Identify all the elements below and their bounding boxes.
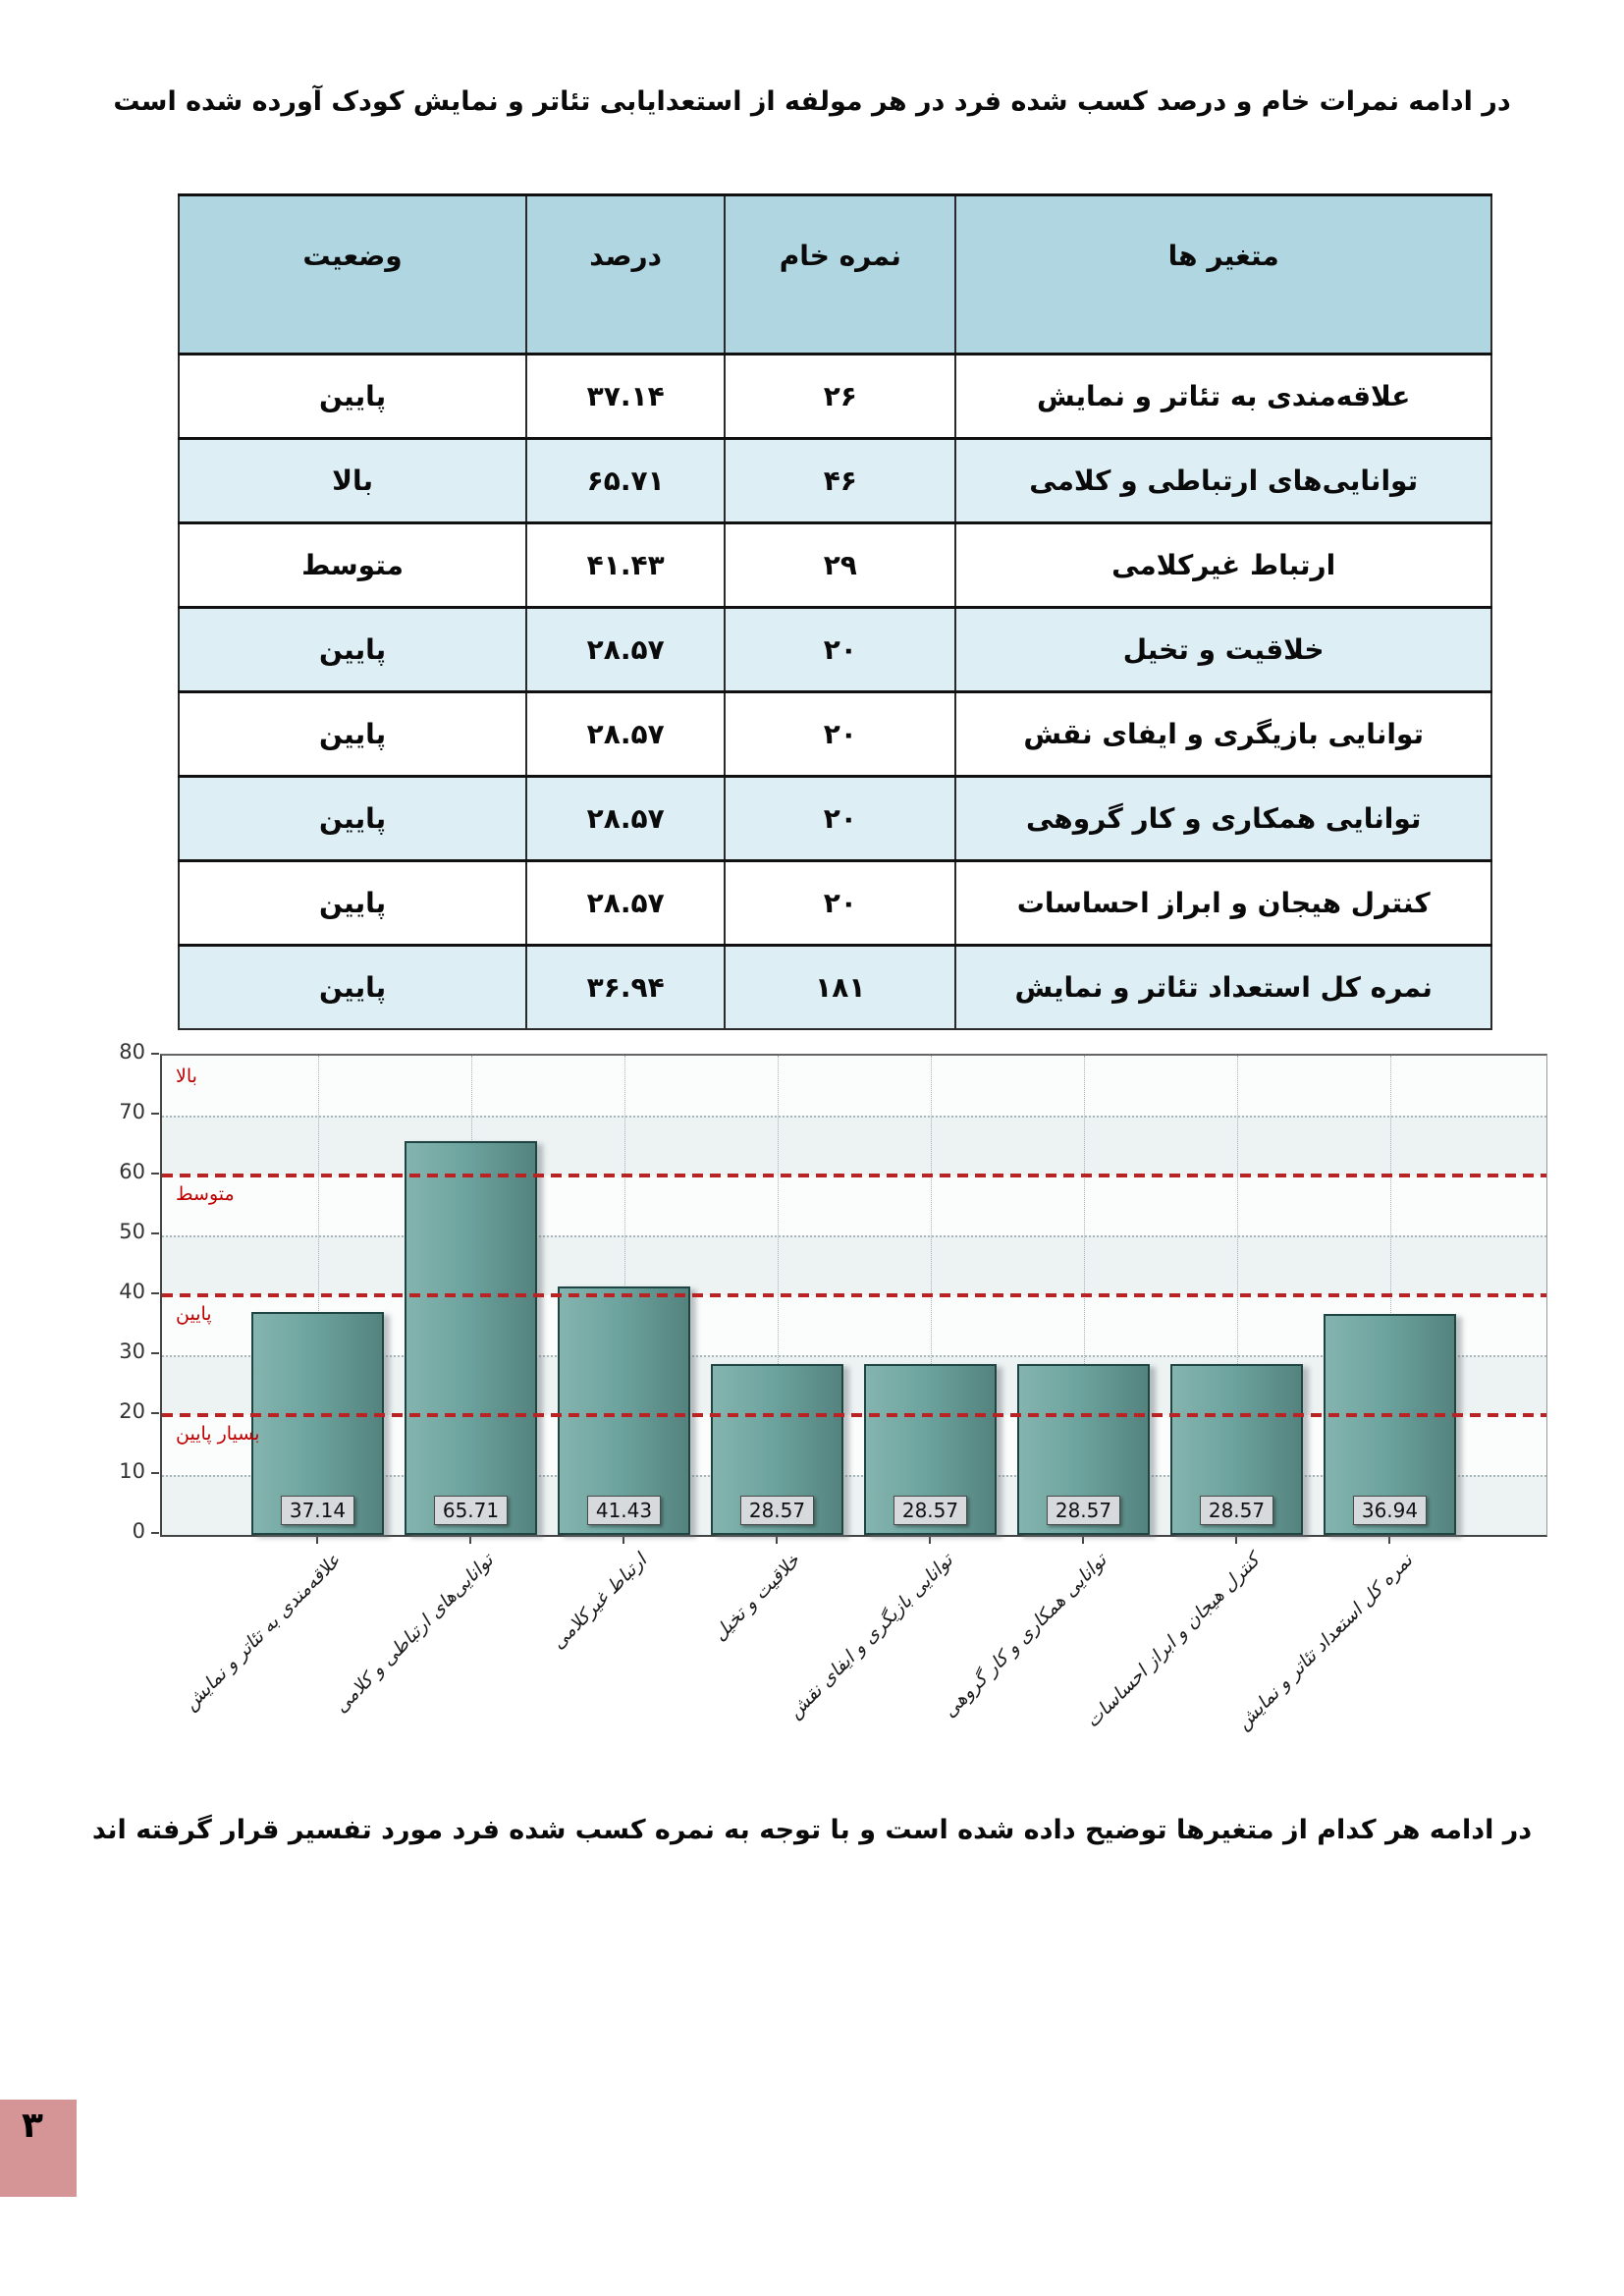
y-axis-tick — [151, 1412, 159, 1414]
y-axis-label: 80 — [119, 1040, 145, 1064]
threshold-line — [162, 1293, 1546, 1297]
bar-value: 41.43 — [587, 1496, 661, 1525]
scores-table — [178, 193, 1492, 1030]
bar-value-label — [1193, 1496, 1281, 1525]
y-axis-label: 20 — [119, 1399, 145, 1423]
raw-score-cell: ۲۹ — [725, 523, 955, 608]
percent-cell: ۲۸.۵۷ — [526, 692, 725, 777]
threshold-line — [162, 1174, 1546, 1177]
variable-cell: خلاقیت و تخیل — [955, 608, 1491, 692]
threshold-label: بسیار پایین — [176, 1423, 260, 1445]
x-axis-tick — [776, 1535, 778, 1544]
bar-value: 28.57 — [1200, 1496, 1273, 1525]
variable-cell: نمره کل استعداد تئاتر و نمایش — [955, 946, 1491, 1030]
x-category-text: توانایی بازیگری و ایفای نقش — [784, 1550, 958, 1723]
chart-bar — [405, 1141, 537, 1535]
header-percent: درصد — [526, 195, 725, 355]
bar-value-label — [274, 1496, 362, 1525]
status-cell: پایین — [179, 608, 526, 692]
y-axis-tick — [151, 1053, 159, 1055]
table-row — [179, 439, 1491, 523]
x-axis-tick — [1082, 1535, 1084, 1544]
threshold-label: متوسط — [176, 1183, 235, 1205]
raw-score-cell: ۲۰ — [725, 777, 955, 861]
header-raw-score: نمره خام — [725, 195, 955, 355]
y-axis-tick — [151, 1292, 159, 1294]
y-axis-tick — [151, 1472, 159, 1474]
y-axis-tick — [151, 1113, 159, 1115]
percent-cell: ۴۱.۴۳ — [526, 523, 725, 608]
horizontal-gridline — [162, 1116, 1546, 1118]
y-axis-label: 70 — [119, 1100, 145, 1123]
y-axis-tick — [151, 1352, 159, 1354]
status-cell: پایین — [179, 692, 526, 777]
x-category-text: نمره کل استعداد تئاتر و نمایش — [1232, 1550, 1418, 1734]
x-axis-tick — [929, 1535, 931, 1544]
bar-value: 28.57 — [1047, 1496, 1120, 1525]
status-cell: پایین — [179, 355, 526, 439]
table-row — [179, 692, 1491, 777]
bar-value-label — [427, 1496, 515, 1525]
x-axis-tick — [1235, 1535, 1237, 1544]
zone-label-high: بالا — [176, 1066, 197, 1087]
bar-value: 65.71 — [434, 1496, 508, 1525]
bar-value: 28.57 — [893, 1496, 967, 1525]
variable-cell: توانایی همکاری و کار گروهی — [955, 777, 1491, 861]
table-row — [179, 777, 1491, 861]
percent-cell: ۲۸.۵۷ — [526, 861, 725, 946]
table-row — [179, 523, 1491, 608]
threshold-label: پایین — [176, 1303, 212, 1325]
percent-cell: ۲۸.۵۷ — [526, 777, 725, 861]
raw-score-cell: ۲۶ — [725, 355, 955, 439]
table-header-row — [179, 195, 1491, 355]
chart-plot-area — [160, 1054, 1547, 1537]
footer-paragraph: در ادامه هر کدام از متغیرها توضیح داده شده است و با توجه به نمره کسب شده فرد مورد تفسیر قرار گرفته اند — [91, 1815, 1533, 1845]
y-axis-label: 0 — [132, 1519, 145, 1543]
variable-cell: کنترل هیجان و ابراز احساسات — [955, 861, 1491, 946]
x-category-text: خلاقیت و تخیل — [708, 1550, 805, 1646]
status-cell: بالا — [179, 439, 526, 523]
variable-cell: توانایی‌های ارتباطی و کلامی — [955, 439, 1491, 523]
x-axis-tick — [316, 1535, 318, 1544]
x-category-text: ارتباط غیرکلامی — [547, 1550, 652, 1654]
bar-value-label — [733, 1496, 822, 1525]
status-cell: پایین — [179, 861, 526, 946]
x-category-text: توانایی همکاری و کار گروهی — [938, 1550, 1111, 1722]
y-axis-label: 60 — [119, 1160, 145, 1183]
variable-cell: علاقه‌مندی به تئاتر و نمایش — [955, 355, 1491, 439]
y-axis-label: 40 — [119, 1280, 145, 1303]
x-axis-tick — [623, 1535, 624, 1544]
bar-value-label — [1346, 1496, 1435, 1525]
table-row — [179, 861, 1491, 946]
percent-cell: ۳۷.۱۴ — [526, 355, 725, 439]
bar-value-label — [887, 1496, 975, 1525]
table-row — [179, 946, 1491, 1030]
y-axis-tick — [151, 1173, 159, 1175]
bar-value-label — [1040, 1496, 1128, 1525]
raw-score-cell: ۴۶ — [725, 439, 955, 523]
table-row — [179, 608, 1491, 692]
x-category-text: کنترل هیجان و ابراز احساسات — [1081, 1550, 1265, 1732]
page-number: ۳ — [22, 2105, 43, 2146]
bar-value: 28.57 — [740, 1496, 814, 1525]
header-variables: متغیر ها — [955, 195, 1491, 355]
percent-cell: ۲۸.۵۷ — [526, 608, 725, 692]
raw-score-cell: ۱۸۱ — [725, 946, 955, 1030]
x-category-text: علاقه‌مندی به تئاتر و نمایش — [179, 1550, 346, 1716]
page-number-box — [0, 2100, 77, 2197]
intro-paragraph: در ادامه نمرات خام و درصد کسب شده فرد در هر مولفه از استعدایابی تئاتر و نمایش کودک آورده شده است — [113, 86, 1511, 117]
status-cell: متوسط — [179, 523, 526, 608]
bar-value-label — [580, 1496, 669, 1525]
variable-cell: توانایی بازیگری و ایفای نقش — [955, 692, 1491, 777]
header-status: وضعیت — [179, 195, 526, 355]
threshold-line — [162, 1413, 1546, 1417]
y-axis-label: 50 — [119, 1220, 145, 1243]
x-axis-tick — [1388, 1535, 1390, 1544]
bar-value: 36.94 — [1353, 1496, 1427, 1525]
y-axis-label: 10 — [119, 1459, 145, 1483]
y-axis-tick — [151, 1232, 159, 1234]
raw-score-cell: ۲۰ — [725, 608, 955, 692]
raw-score-cell: ۲۰ — [725, 861, 955, 946]
bar-value: 37.14 — [281, 1496, 354, 1525]
table-row — [179, 355, 1491, 439]
percent-cell: ۳۶.۹۴ — [526, 946, 725, 1030]
horizontal-gridline — [162, 1235, 1546, 1237]
x-axis-tick — [469, 1535, 471, 1544]
variable-cell: ارتباط غیرکلامی — [955, 523, 1491, 608]
x-category-text: توانایی‌های ارتباطی و کلامی — [330, 1550, 499, 1718]
percent-cell: ۶۵.۷۱ — [526, 439, 725, 523]
status-cell: پایین — [179, 777, 526, 861]
raw-score-cell: ۲۰ — [725, 692, 955, 777]
y-axis-tick — [151, 1532, 159, 1534]
y-axis-label: 30 — [119, 1339, 145, 1363]
status-cell: پایین — [179, 946, 526, 1030]
talent-bar-chart — [0, 1023, 1624, 1789]
